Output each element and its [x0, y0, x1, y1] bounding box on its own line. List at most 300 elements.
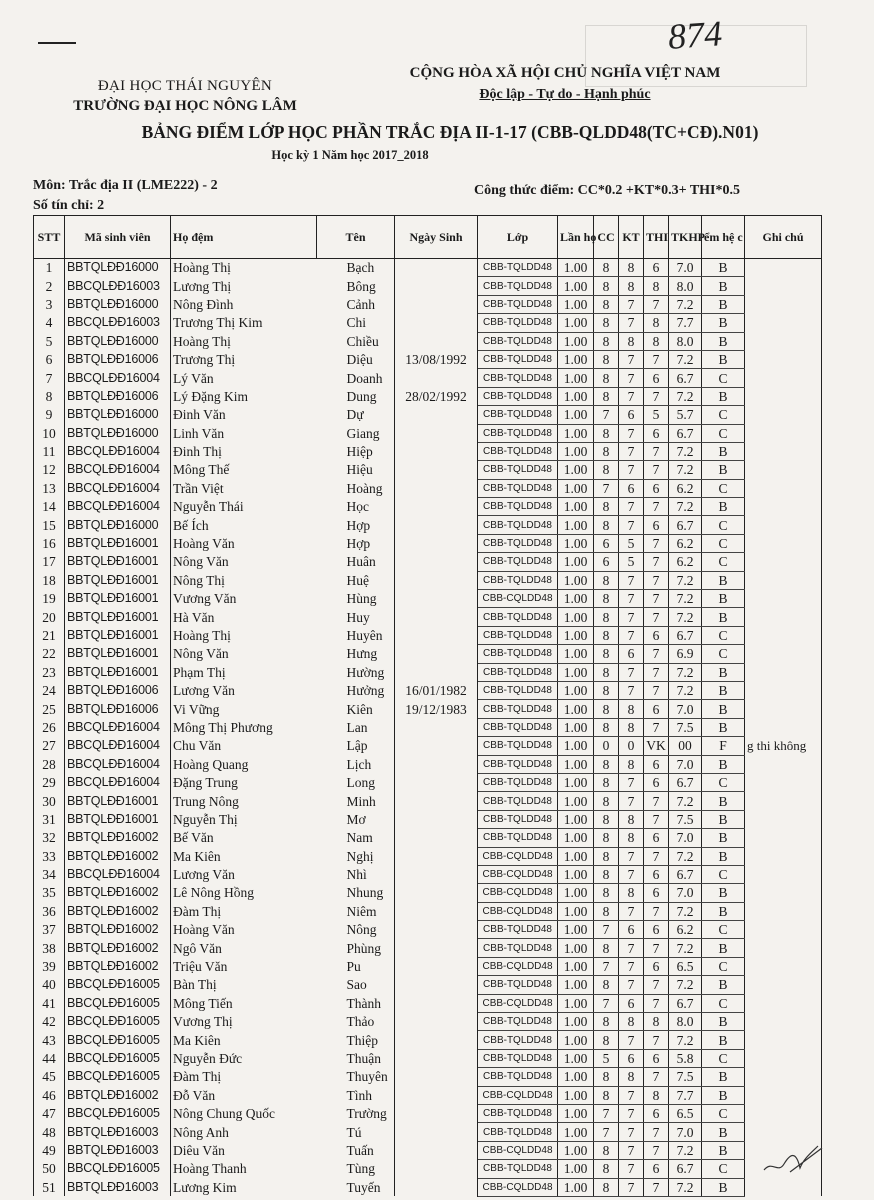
row-student-id: BBCQLĐĐ16005 — [65, 994, 171, 1012]
row-kt: 7 — [619, 1160, 644, 1178]
row-cc: 8 — [594, 295, 619, 313]
row-given-name: Dung — [317, 387, 395, 405]
row-kt: 7 — [619, 442, 644, 460]
row-thi: 6 — [644, 479, 669, 497]
row-cc: 8 — [594, 332, 619, 350]
row-thi: 7 — [644, 1141, 669, 1159]
row-birthdate: 28/02/1992 — [395, 387, 478, 405]
row-student-id: BBTQLĐĐ16000 — [65, 406, 171, 424]
row-thi: 6 — [644, 259, 669, 277]
row-given-name: Cảnh — [317, 295, 395, 313]
row-tkhp: 7.2 — [669, 681, 702, 699]
row-thi: 8 — [644, 277, 669, 295]
row-surname: Trương Thị — [173, 352, 236, 368]
table-row — [34, 755, 822, 773]
row-surname: Đỗ Văn — [173, 1087, 216, 1103]
row-cc: 8 — [594, 1178, 619, 1196]
row-cc: 7 — [594, 1104, 619, 1122]
row-tkhp: 7.2 — [669, 461, 702, 479]
row-surname: Linh Văn — [173, 425, 225, 441]
row-thi: 7 — [644, 810, 669, 828]
col-header-student-id: Mã sinh viên — [65, 216, 171, 259]
row-birthdate — [395, 921, 478, 939]
table-row — [34, 847, 822, 865]
row-tkhp: 7.2 — [669, 1178, 702, 1196]
row-thi: 6 — [644, 626, 669, 644]
row-given-name: Sao — [317, 976, 395, 994]
row-student-id: BBCQLĐĐ16005 — [65, 976, 171, 994]
row-surname: Mông Thế — [173, 462, 230, 478]
row-thi: 5 — [644, 406, 669, 424]
row-attempt: 1.00 — [558, 295, 594, 313]
row-student-id: BBTQLĐĐ16006 — [65, 681, 171, 699]
row-cc: 5 — [594, 1049, 619, 1067]
row-surname: Bế Ích — [173, 517, 209, 533]
row-birthdate — [395, 792, 478, 810]
row-birthdate — [395, 516, 478, 534]
row-surname: Hoàng Thị — [173, 628, 231, 643]
row-surname: Lý Đặng Kim — [173, 388, 248, 404]
row-thi: 6 — [644, 369, 669, 387]
row-class: CBB-TQLDD48 — [478, 498, 558, 516]
row-thi: 7 — [644, 847, 669, 865]
row-student-id: BBTQLĐĐ16003 — [65, 1178, 171, 1196]
row-tkhp: 6.2 — [669, 553, 702, 571]
row-class: CBB-TQLDD48 — [478, 1123, 558, 1141]
row-attempt: 1.00 — [558, 1049, 594, 1067]
row-student-id: BBCQLĐĐ16005 — [65, 1160, 171, 1178]
row-given-name: Kiên — [317, 700, 395, 718]
row-letter-grade: B — [702, 1141, 745, 1159]
row-letter-grade: B — [702, 1086, 745, 1104]
row-letter-grade: B — [702, 314, 745, 332]
row-birthdate — [395, 957, 478, 975]
row-note — [745, 829, 822, 847]
row-birthdate — [395, 773, 478, 791]
row-birthdate — [395, 939, 478, 957]
row-birthdate — [395, 534, 478, 552]
row-student-id: BBTQLĐĐ16001 — [65, 553, 171, 571]
row-note — [745, 645, 822, 663]
row-attempt: 1.00 — [558, 957, 594, 975]
row-stt: 39 — [34, 957, 65, 975]
row-surname: Nông Thị — [173, 572, 225, 588]
row-class: CBB-TQLDD48 — [478, 369, 558, 387]
row-student-id: BBTQLĐĐ16003 — [65, 1141, 171, 1159]
row-cc: 8 — [594, 1013, 619, 1031]
row-tkhp: 7.2 — [669, 571, 702, 589]
row-cc: 8 — [594, 755, 619, 773]
row-tkhp: 6.2 — [669, 921, 702, 939]
row-attempt: 1.00 — [558, 516, 594, 534]
row-attempt: 1.00 — [558, 939, 594, 957]
row-given-name: Bông — [317, 277, 395, 295]
row-birthdate — [395, 1068, 478, 1086]
row-note — [745, 1068, 822, 1086]
row-class: CBB-TQLDD48 — [478, 424, 558, 442]
row-note — [745, 1086, 822, 1104]
row-attempt: 1.00 — [558, 553, 594, 571]
row-attempt: 1.00 — [558, 1068, 594, 1086]
row-surname: Trương Thị Kim — [173, 315, 263, 331]
row-given-name: Tuấn — [317, 1141, 395, 1159]
row-attempt: 1.00 — [558, 479, 594, 497]
row-note — [745, 994, 822, 1012]
row-thi: 7 — [644, 461, 669, 479]
row-kt: 7 — [619, 571, 644, 589]
row-cc: 8 — [594, 700, 619, 718]
row-surname: Hoàng Thanh — [173, 1161, 247, 1177]
signature-mark — [760, 1140, 830, 1180]
row-kt: 8 — [619, 277, 644, 295]
row-kt: 8 — [619, 810, 644, 828]
row-thi: 7 — [644, 1068, 669, 1086]
row-cc: 8 — [594, 369, 619, 387]
row-given-name: Huệ — [317, 571, 395, 589]
row-letter-grade: F — [702, 737, 745, 755]
row-tkhp: 7.2 — [669, 1141, 702, 1159]
row-attempt: 1.00 — [558, 921, 594, 939]
row-given-name: Thảo — [317, 1013, 395, 1031]
row-letter-grade: B — [702, 461, 745, 479]
row-note — [745, 1178, 822, 1196]
row-class: CBB-CQLDD48 — [478, 590, 558, 608]
row-surname: Nông Văn — [173, 554, 229, 570]
row-kt: 7 — [619, 295, 644, 313]
row-note — [745, 847, 822, 865]
row-birthdate — [395, 571, 478, 589]
row-thi: 6 — [644, 957, 669, 975]
row-birthdate — [395, 1160, 478, 1178]
row-tkhp: 6.7 — [669, 865, 702, 883]
table-row — [34, 737, 822, 755]
table-row — [34, 1104, 822, 1122]
table-row — [34, 1031, 822, 1049]
row-tkhp: 7.2 — [669, 939, 702, 957]
row-note — [745, 939, 822, 957]
row-thi: 7 — [644, 645, 669, 663]
table-row — [34, 314, 822, 332]
row-letter-grade: B — [702, 1013, 745, 1031]
table-row — [34, 1068, 822, 1086]
row-tkhp: 6.5 — [669, 957, 702, 975]
row-letter-grade: B — [702, 1123, 745, 1141]
table-row — [34, 1086, 822, 1104]
row-attempt: 1.00 — [558, 681, 594, 699]
row-cc: 8 — [594, 645, 619, 663]
row-class: CBB-TQLDD48 — [478, 1049, 558, 1067]
row-student-id: BBTQLĐĐ16001 — [65, 608, 171, 626]
row-surname: Hoàng Thị — [173, 260, 231, 276]
row-tkhp: 6.7 — [669, 369, 702, 387]
row-student-id: BBCQLĐĐ16004 — [65, 479, 171, 497]
row-student-id: BBTQLĐĐ16002 — [65, 939, 171, 957]
table-row — [34, 700, 822, 718]
row-kt: 7 — [619, 1104, 644, 1122]
row-student-id: BBCQLĐĐ16003 — [65, 277, 171, 295]
col-header-birthdate: Ngày Sinh — [395, 216, 478, 259]
row-kt: 7 — [619, 424, 644, 442]
row-given-name: Hưng — [317, 645, 395, 663]
row-class: CBB-TQLDD48 — [478, 737, 558, 755]
row-birthdate — [395, 1031, 478, 1049]
table-row — [34, 829, 822, 847]
row-surname: Lý Văn — [173, 370, 214, 386]
row-cc: 8 — [594, 847, 619, 865]
row-tkhp: 8.0 — [669, 1013, 702, 1031]
row-stt: 50 — [34, 1160, 65, 1178]
table-row — [34, 295, 822, 313]
row-given-name: Dự — [317, 406, 395, 424]
row-stt: 43 — [34, 1031, 65, 1049]
row-thi: 8 — [644, 332, 669, 350]
row-given-name: Nam — [317, 829, 395, 847]
row-birthdate — [395, 498, 478, 516]
row-birthdate — [395, 1178, 478, 1196]
row-letter-grade: B — [702, 755, 745, 773]
row-birthdate — [395, 1049, 478, 1067]
row-student-id: BBTQLĐĐ16001 — [65, 590, 171, 608]
table-row — [34, 921, 822, 939]
row-given-name: Trường — [317, 1104, 395, 1122]
row-cc: 6 — [594, 553, 619, 571]
row-surname: Ngô Văn — [173, 940, 222, 956]
row-class: CBB-TQLDD48 — [478, 516, 558, 534]
row-stt: 27 — [34, 737, 65, 755]
row-surname: Trần Việt — [173, 480, 224, 496]
row-tkhp: 6.9 — [669, 645, 702, 663]
row-student-id: BBTQLĐĐ16000 — [65, 424, 171, 442]
row-stt: 21 — [34, 626, 65, 644]
row-cc: 8 — [594, 939, 619, 957]
row-surname: Bàn Thị — [173, 977, 217, 993]
row-student-id: BBTQLĐĐ16001 — [65, 626, 171, 644]
row-surname: Lương Kim — [173, 1179, 237, 1195]
row-student-id: BBCQLĐĐ16005 — [65, 1031, 171, 1049]
row-note — [745, 700, 822, 718]
row-given-name: Chiều — [317, 332, 395, 350]
row-stt: 41 — [34, 994, 65, 1012]
row-kt: 7 — [619, 498, 644, 516]
row-attempt: 1.00 — [558, 829, 594, 847]
table-row — [34, 534, 822, 552]
row-given-name: Lịch — [317, 755, 395, 773]
row-class: CBB-TQLDD48 — [478, 792, 558, 810]
row-class: CBB-TQLDD48 — [478, 461, 558, 479]
row-given-name: Thuyên — [317, 1068, 395, 1086]
row-kt: 7 — [619, 957, 644, 975]
table-row — [34, 1013, 822, 1031]
row-tkhp: 7.0 — [669, 1123, 702, 1141]
row-class: CBB-TQLDD48 — [478, 939, 558, 957]
row-birthdate — [395, 976, 478, 994]
issuing-organization — [60, 76, 310, 116]
table-row — [34, 773, 822, 791]
row-stt: 2 — [34, 277, 65, 295]
row-birthdate — [395, 369, 478, 387]
row-thi: 7 — [644, 442, 669, 460]
row-given-name: Tình — [317, 1086, 395, 1104]
row-kt: 8 — [619, 1068, 644, 1086]
row-class: CBB-TQLDD48 — [478, 921, 558, 939]
row-cc: 7 — [594, 406, 619, 424]
row-kt: 7 — [619, 387, 644, 405]
row-attempt: 1.00 — [558, 847, 594, 865]
row-surname: Đinh Thị — [173, 444, 222, 460]
row-student-id: BBTQLĐĐ16000 — [65, 332, 171, 350]
row-surname: Hoàng Quang — [173, 756, 249, 772]
row-thi: 6 — [644, 865, 669, 883]
row-note — [745, 479, 822, 497]
row-letter-grade: B — [702, 387, 745, 405]
col-header-surname: Họ đệm — [171, 216, 317, 259]
row-surname: Hoàng Văn — [173, 922, 235, 938]
row-class: CBB-TQLDD48 — [478, 1068, 558, 1086]
row-attempt: 1.00 — [558, 792, 594, 810]
row-letter-grade: B — [702, 442, 745, 460]
row-given-name: Nông — [317, 921, 395, 939]
row-stt: 8 — [34, 387, 65, 405]
row-class: CBB-TQLDD48 — [478, 608, 558, 626]
row-birthdate — [395, 902, 478, 920]
row-student-id: BBCQLĐĐ16005 — [65, 1049, 171, 1067]
table-row — [34, 1160, 822, 1178]
row-tkhp: 7.0 — [669, 755, 702, 773]
row-attempt: 1.00 — [558, 1160, 594, 1178]
row-cc: 8 — [594, 829, 619, 847]
row-letter-grade: C — [702, 773, 745, 791]
row-thi: 8 — [644, 314, 669, 332]
row-tkhp: 6.2 — [669, 479, 702, 497]
table-row — [34, 350, 822, 368]
row-student-id: BBCQLĐĐ16004 — [65, 773, 171, 791]
row-stt: 33 — [34, 847, 65, 865]
row-cc: 8 — [594, 259, 619, 277]
row-birthdate — [395, 626, 478, 644]
row-student-id: BBTQLĐĐ16002 — [65, 921, 171, 939]
row-letter-grade: C — [702, 1049, 745, 1067]
row-stt: 40 — [34, 976, 65, 994]
row-class: CBB-CQLDD48 — [478, 847, 558, 865]
row-attempt: 1.00 — [558, 663, 594, 681]
semester-line: Học kỳ 1 Năm học 2017_2018 — [271, 148, 429, 162]
row-attempt: 1.00 — [558, 865, 594, 883]
row-stt: 11 — [34, 442, 65, 460]
row-kt: 8 — [619, 332, 644, 350]
row-given-name: Minh — [317, 792, 395, 810]
row-note — [745, 773, 822, 791]
row-attempt: 1.00 — [558, 1031, 594, 1049]
row-kt: 6 — [619, 1049, 644, 1067]
row-thi: 7 — [644, 718, 669, 736]
row-given-name: Diệu — [317, 350, 395, 368]
row-attempt: 1.00 — [558, 773, 594, 791]
table-row — [34, 498, 822, 516]
row-stt: 44 — [34, 1049, 65, 1067]
row-letter-grade: B — [702, 700, 745, 718]
row-letter-grade: C — [702, 553, 745, 571]
country-name: CỘNG HÒA XÃ HỘI CHỦ NGHĨA VIỆT NAM — [409, 65, 721, 81]
row-stt: 30 — [34, 792, 65, 810]
row-student-id: BBTQLĐĐ16001 — [65, 792, 171, 810]
row-given-name: Hiệu — [317, 461, 395, 479]
row-attempt: 1.00 — [558, 424, 594, 442]
col-header-stt: STT — [34, 216, 65, 259]
row-attempt: 1.00 — [558, 902, 594, 920]
row-kt: 7 — [619, 792, 644, 810]
row-birthdate — [395, 755, 478, 773]
row-kt: 7 — [619, 773, 644, 791]
row-given-name: Hùng — [317, 590, 395, 608]
row-birthdate: 16/01/1982 — [395, 681, 478, 699]
row-attempt: 1.00 — [558, 534, 594, 552]
row-kt: 8 — [619, 700, 644, 718]
table-row — [34, 442, 822, 460]
row-thi: 7 — [644, 994, 669, 1012]
row-thi: 7 — [644, 387, 669, 405]
table-row — [34, 406, 822, 424]
row-thi: 7 — [644, 1031, 669, 1049]
row-student-id: BBTQLĐĐ16001 — [65, 534, 171, 552]
row-stt: 31 — [34, 810, 65, 828]
school-name: TRƯỜNG ĐẠI HỌC NÔNG LÂM — [73, 98, 297, 114]
row-thi: 7 — [644, 534, 669, 552]
row-cc: 8 — [594, 1086, 619, 1104]
row-thi: 6 — [644, 1160, 669, 1178]
row-attempt: 1.00 — [558, 498, 594, 516]
row-stt: 24 — [34, 681, 65, 699]
table-row — [34, 957, 822, 975]
row-class: CBB-TQLDD48 — [478, 314, 558, 332]
row-tkhp: 6.7 — [669, 1160, 702, 1178]
row-kt: 7 — [619, 847, 644, 865]
row-birthdate — [395, 1013, 478, 1031]
row-surname: Ma Kiên — [173, 848, 221, 864]
row-note — [745, 350, 822, 368]
table-row — [34, 902, 822, 920]
row-birthdate — [395, 608, 478, 626]
row-student-id: BBTQLĐĐ16002 — [65, 957, 171, 975]
row-kt: 7 — [619, 663, 644, 681]
row-stt: 7 — [34, 369, 65, 387]
row-attempt: 1.00 — [558, 1178, 594, 1196]
row-birthdate — [395, 645, 478, 663]
row-note — [745, 406, 822, 424]
row-kt: 7 — [619, 461, 644, 479]
col-header-tkhp: TKHP — [669, 216, 702, 259]
row-birthdate — [395, 332, 478, 350]
row-stt: 9 — [34, 406, 65, 424]
row-stt: 25 — [34, 700, 65, 718]
row-letter-grade: B — [702, 259, 745, 277]
row-stt: 22 — [34, 645, 65, 663]
row-given-name: Long — [317, 773, 395, 791]
row-attempt: 1.00 — [558, 461, 594, 479]
row-note — [745, 865, 822, 883]
row-birthdate: 13/08/1992 — [395, 350, 478, 368]
row-thi: 7 — [644, 295, 669, 313]
row-kt: 6 — [619, 645, 644, 663]
row-attempt: 1.00 — [558, 976, 594, 994]
row-given-name: Lan — [317, 718, 395, 736]
row-letter-grade: C — [702, 626, 745, 644]
row-kt: 8 — [619, 259, 644, 277]
row-birthdate — [395, 259, 478, 277]
row-tkhp: 7.2 — [669, 387, 702, 405]
row-class: CBB-TQLDD48 — [478, 479, 558, 497]
row-thi: 6 — [644, 921, 669, 939]
row-stt: 38 — [34, 939, 65, 957]
